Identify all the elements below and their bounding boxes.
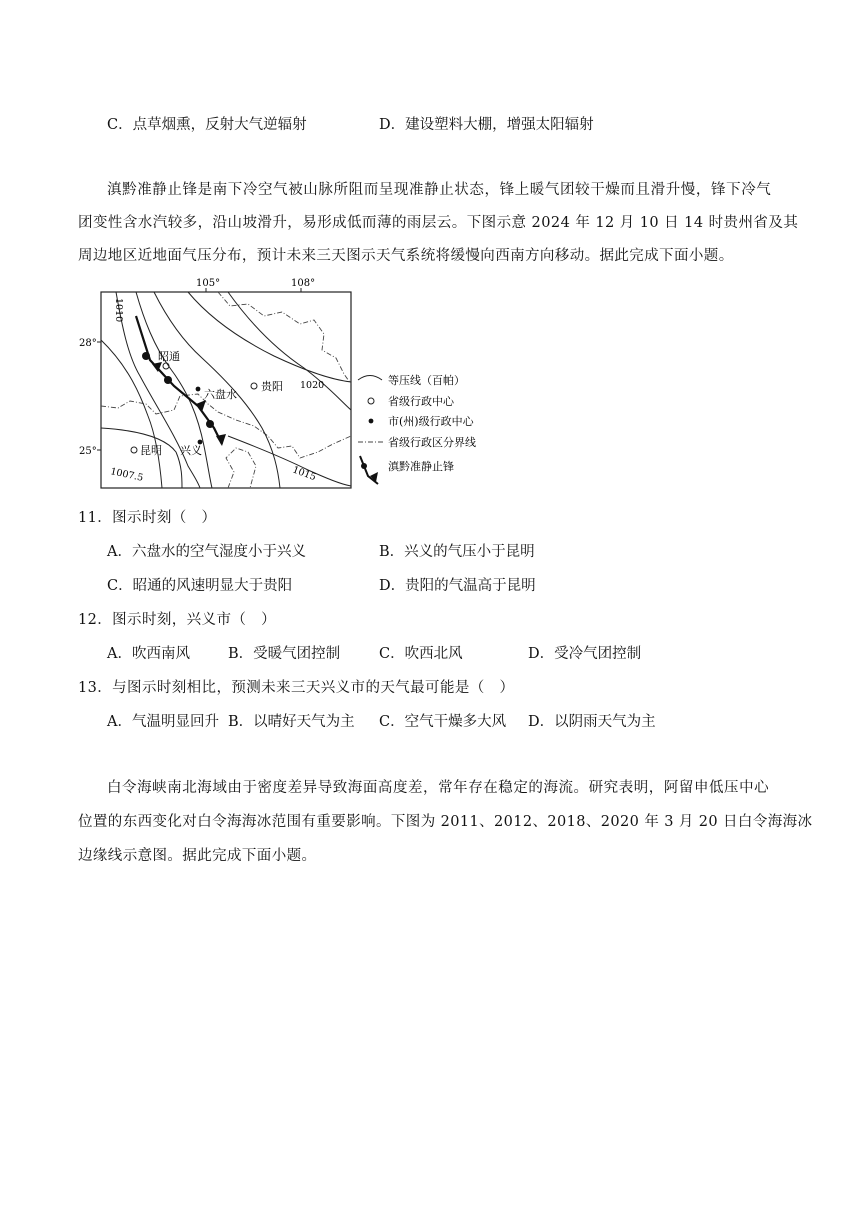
question-12-stem: 12．图示时刻，兴义市（ ）: [78, 612, 277, 628]
city-liupanshui: 六盘水: [204, 388, 237, 401]
legend-city-symbol: [369, 419, 374, 424]
lat-label-28: 28°: [79, 338, 97, 349]
question-13-stem: 13．与图示时刻相比，预测未来三天兴义市的天气最可能是（ ）: [78, 680, 515, 696]
city-zhaotong: 昭通: [158, 350, 180, 363]
legend-provincial: 省级行政中心: [388, 395, 454, 408]
passage-1-line-3: 周边地区近地面气压分布，预计未来三天图示天气系统将缓慢向西南方向移动。据此完成下面小题。: [78, 248, 734, 264]
passage-2-line-2: 位置的东西变化对白令海海冰范围有重要影响。下图为 2011、2012、2018、2020 年 3 月 20 日白令海海冰: [78, 814, 813, 830]
isobar-1010: [116, 292, 200, 488]
isobar-label-1007-5: 1007.5: [109, 466, 145, 484]
city-guiyang: 贵阳: [261, 380, 283, 393]
isobar-1015: [228, 436, 351, 486]
q12-option-c: C．吹西北风: [379, 646, 463, 662]
q11-option-a: A．六盘水的空气湿度小于兴义: [107, 544, 306, 560]
legend-isobar-symbol: [358, 376, 382, 381]
isobar-map: [78, 276, 508, 496]
passage-1-line-2: 团变性含水汽较多，沿山坡滑升，易形成低而薄的雨层云。下图示意 2024 年 12 月 10 日 14 时贵州省及其: [78, 215, 799, 231]
passage-2-line-1: 白令海峡南北海域由于密度差异导致海面高度差，常年存在稳定的海流。研究表明，阿留申低压中心: [107, 780, 770, 796]
province-boundary: [101, 394, 351, 458]
isobar-map-figure: [78, 276, 508, 496]
kunming-marker: [131, 447, 137, 453]
legend-city: 市(州)级行政中心: [388, 415, 474, 428]
q12-option-d: D．受冷气团控制: [528, 646, 642, 662]
q11-option-b: B．兴义的气压小于昆明: [379, 544, 535, 560]
lon-label-105: 105°: [196, 278, 221, 289]
option-c: C．点草烟熏，反射大气逆辐射: [107, 117, 307, 133]
question-11-stem: 11．图示时刻（ ）: [78, 510, 217, 526]
legend-boundary: 省级行政区分界线: [388, 436, 476, 449]
city-kunming: 昆明: [140, 444, 162, 457]
legend-provincial-symbol: [368, 398, 374, 404]
lon-label-108: 108°: [291, 278, 316, 289]
passage-1-line-1: 滇黔准静止锋是南下冷空气被山脉所阻而呈现准静止状态，锋上暖气团较干燥而且滑升慢，锋下冷气: [107, 182, 772, 198]
q11-option-d: D．贵阳的气温高于昆明: [379, 578, 536, 594]
q13-option-d: D．以阴雨天气为主: [528, 714, 656, 730]
passage-2-line-3: 边缘线示意图。据此完成下面小题。: [78, 848, 317, 864]
q13-option-b: B．以晴好天气为主: [228, 714, 355, 730]
guiyang-marker: [251, 383, 257, 389]
isobar-label-1010: 1010: [113, 298, 124, 323]
q12-option-a: A．吹西南风: [107, 646, 190, 662]
legend-isobar: 等压线（百帕）: [388, 374, 465, 387]
legend-front: 滇黔准静止锋: [388, 460, 454, 473]
q11-option-c: C．昭通的风速明显大于贵阳: [107, 578, 293, 594]
lat-label-25: 25°: [79, 446, 97, 457]
city-xingyi: 兴义: [180, 444, 202, 457]
liupanshui-marker: [196, 387, 201, 392]
q13-option-c: C．空气干燥多大风: [379, 714, 507, 730]
option-d: D．建设塑料大棚，增强太阳辐射: [379, 117, 594, 133]
q12-option-b: B．受暖气团控制: [228, 646, 341, 662]
isobar-label-1020: 1020: [300, 380, 325, 391]
isobar-north-east: [228, 292, 351, 410]
q13-option-a: A．气温明显回升: [107, 714, 219, 730]
isobar-label-1015: 1015: [290, 464, 318, 484]
province-boundary-south: [226, 448, 256, 488]
